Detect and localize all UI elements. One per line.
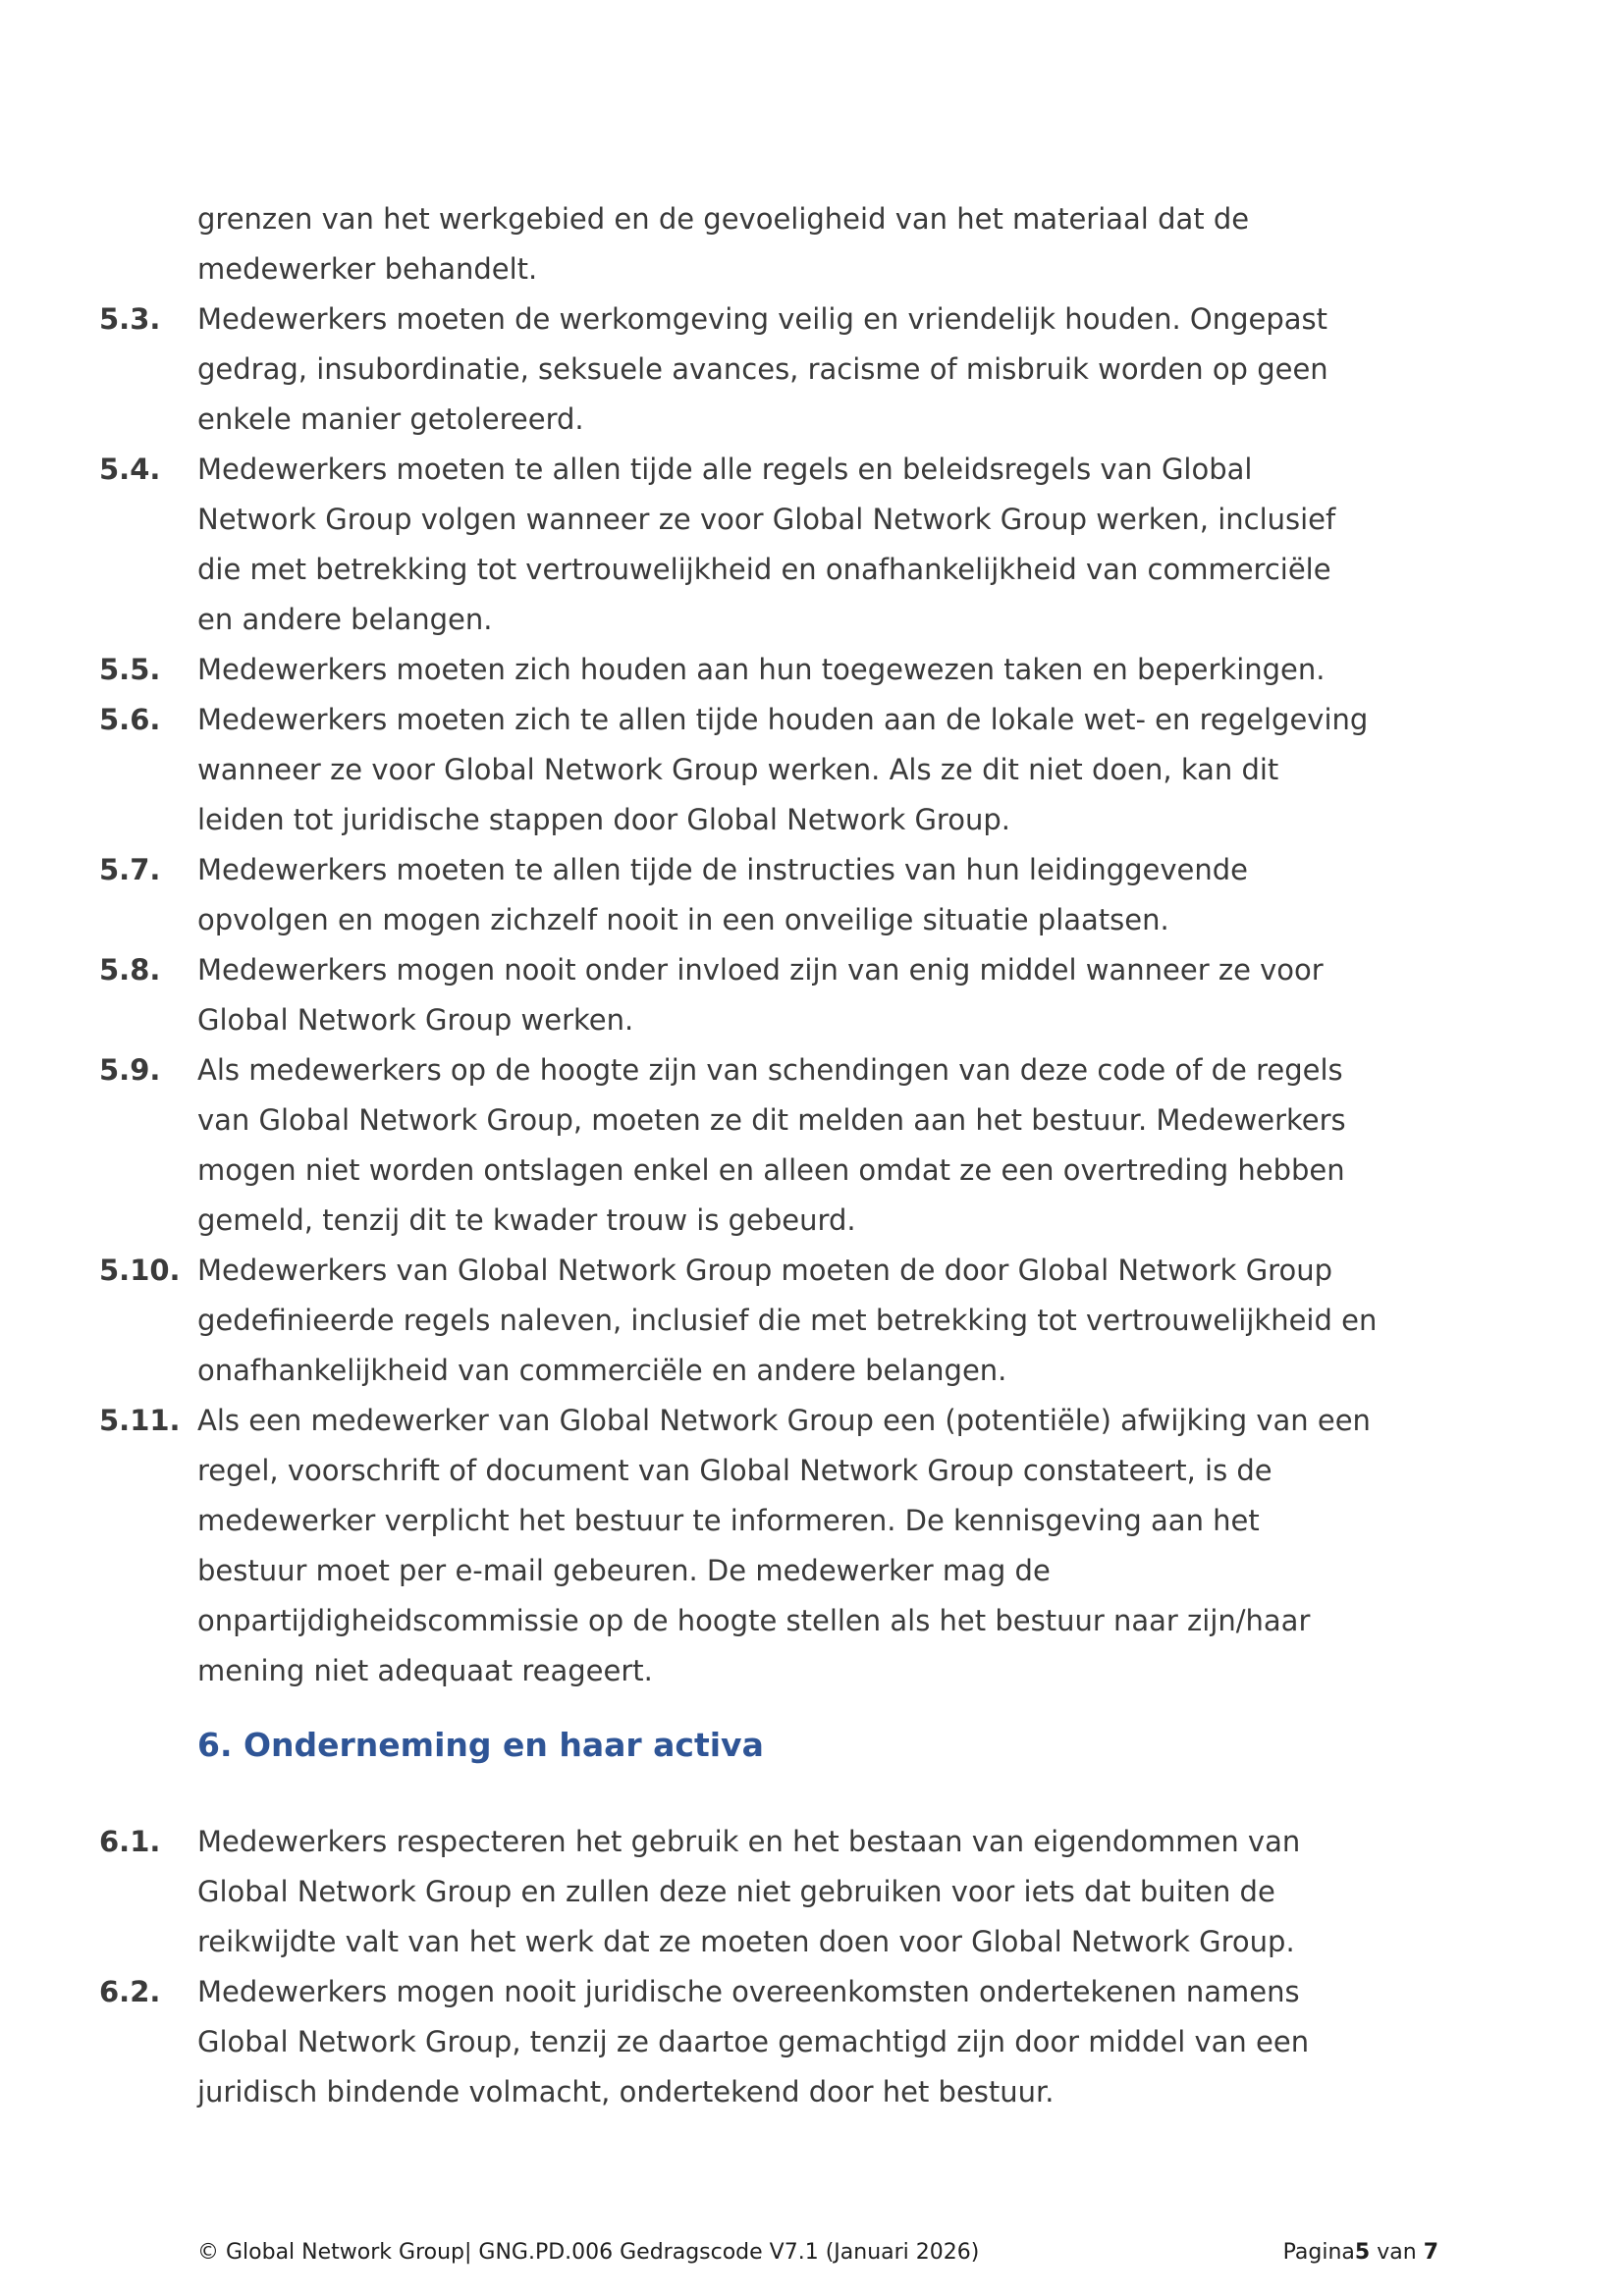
continuation-line: medewerker behandelt. <box>197 252 538 286</box>
clause-text-line: van Global Network Group, moeten ze dit melden aan het bestuur. Medewerkers <box>197 1103 1346 1137</box>
clause-item <box>99 1396 1454 1696</box>
continuation-line: grenzen van het werkgebied en de gevoeligheid van het materiaal dat de <box>197 202 1250 236</box>
clause-number: 5.6. <box>99 703 161 736</box>
clause-text-line: opvolgen en mogen zichzelf nooit in een onveilige situatie plaatsen. <box>197 903 1169 936</box>
clause-text-line: Medewerkers moeten te allen tijde de instructies van hun leidinggevende <box>197 853 1249 886</box>
clause-text-line: Als medewerkers op de hoogte zijn van schendingen van deze code of de regels <box>197 1053 1343 1087</box>
clause-text-line: gemeld, tenzij dit te kwader trouw is gebeurd. <box>197 1203 856 1237</box>
footer-page-indicator <box>1283 2240 1438 2265</box>
clause-text-line: Medewerkers van Global Network Group moeten de door Global Network Group <box>197 1254 1332 1287</box>
clause-text-line: Global Network Group, tenzij ze daartoe gemachtigd zijn door middel van een <box>197 2025 1310 2058</box>
clause-number: 5.11. <box>99 1404 181 1437</box>
clause-text-line: Medewerkers moeten zich houden aan hun toegewezen taken en beperkingen. <box>197 653 1326 686</box>
section-5-body <box>99 194 1454 1696</box>
clause-item <box>99 695 1454 845</box>
clause-text-line: Medewerkers moeten te allen tijde alle regels en beleidsregels van Global <box>197 453 1253 486</box>
clause-text-line: gedrag, insubordinatie, seksuele avances, racisme of misbruik worden op geen <box>197 352 1328 386</box>
clause-item <box>99 1817 1454 1967</box>
clause-item <box>99 645 1454 695</box>
clause-number: 5.10. <box>99 1254 181 1287</box>
clause-number: 5.7. <box>99 853 161 886</box>
clause-item <box>99 294 1454 445</box>
clause-text-line: bestuur moet per e-mail gebeuren. De medewerker mag de <box>197 1554 1051 1587</box>
clause-number: 6.1. <box>99 1825 161 1858</box>
clause-text-line: Global Network Group werken. <box>197 1003 634 1037</box>
clause-text-line: mening niet adequaat reageert. <box>197 1654 653 1687</box>
clause-text-line: Medewerkers respecteren het gebruik en het bestaan van eigendommen van <box>197 1825 1301 1858</box>
footer-page-of: van <box>1377 2240 1417 2265</box>
clause-text-line: reikwijdte valt van het werk dat ze moeten doen voor Global Network Group. <box>197 1925 1295 1958</box>
clause-text-line: Medewerkers mogen nooit juridische overeenkomsten ondertekenen namens <box>197 1975 1300 2008</box>
clause-item <box>99 1045 1454 1246</box>
clause-item <box>99 1967 1454 2117</box>
clause-item <box>99 1246 1454 1396</box>
clause-text-line: regel, voorschrift of document van Global Network Group constateert, is de <box>197 1454 1272 1487</box>
footer-page-number: 5 <box>1354 2240 1371 2265</box>
clause-text-line: onafhankelijkheid van commerciële en andere belangen. <box>197 1354 1007 1387</box>
footer-page-total: 7 <box>1423 2240 1438 2265</box>
clause-text-line: Medewerkers moeten de werkomgeving veilig en vriendelijk houden. Ongepast <box>197 302 1327 336</box>
clause-item <box>99 445 1454 645</box>
section-6-heading: 6. Onderneming en haar activa <box>197 1726 764 1764</box>
clause-text-line: enkele manier getolereerd. <box>197 402 584 436</box>
clause-text-line: Medewerkers moeten zich te allen tijde houden aan de lokale wet- en regelgeving <box>197 703 1369 736</box>
clause-number: 6.2. <box>99 1975 161 2008</box>
section-6-body <box>99 1817 1454 2117</box>
clause-text-line: gedefinieerde regels naleven, inclusief die met betrekking tot vertrouwelijkheid en <box>197 1304 1378 1337</box>
clause-text-line: wanneer ze voor Global Network Group werken. Als ze dit niet doen, kan dit <box>197 753 1279 786</box>
clause-text-line: onpartijdigheidscommissie op de hoogte stellen als het bestuur naar zijn/haar <box>197 1604 1311 1637</box>
clause-text-line: medewerker verplicht het bestuur te informeren. De kennisgeving aan het <box>197 1504 1260 1537</box>
clause-text-line: en andere belangen. <box>197 603 493 636</box>
clause-item <box>99 845 1454 945</box>
footer-copyright: © Global Network Group| GNG.PD.006 Gedragscode V7.1 (Januari 2026) <box>197 2240 980 2265</box>
clause-number: 5.4. <box>99 453 161 486</box>
clause-number: 5.8. <box>99 953 161 987</box>
clause-text-line: Als een medewerker van Global Network Group een (potentiële) afwijking van een <box>197 1404 1371 1437</box>
clause-text-line: leiden tot juridische stappen door Global Network Group. <box>197 803 1010 836</box>
clause-number: 5.5. <box>99 653 161 686</box>
clause-text-line: mogen niet worden ontslagen enkel en alleen omdat ze een overtreding hebben <box>197 1153 1345 1187</box>
clause-text-line: Medewerkers mogen nooit onder invloed zijn van enig middel wanneer ze voor <box>197 953 1324 987</box>
footer-page-label: Pagina <box>1282 2240 1355 2265</box>
clause-number: 5.3. <box>99 302 161 336</box>
clause-text-line: die met betrekking tot vertrouwelijkheid en onafhankelijkheid van commerciële <box>197 553 1331 586</box>
clause-text-line: juridisch bindende volmacht, ondertekend door het bestuur. <box>197 2075 1055 2109</box>
clause-text-line: Network Group volgen wanneer ze voor Global Network Group werken, inclusief <box>197 503 1336 536</box>
clause-item <box>99 945 1454 1045</box>
clause-text-line: Global Network Group en zullen deze niet gebruiken voor iets dat buiten de <box>197 1875 1275 1908</box>
clause-number: 5.9. <box>99 1053 161 1087</box>
